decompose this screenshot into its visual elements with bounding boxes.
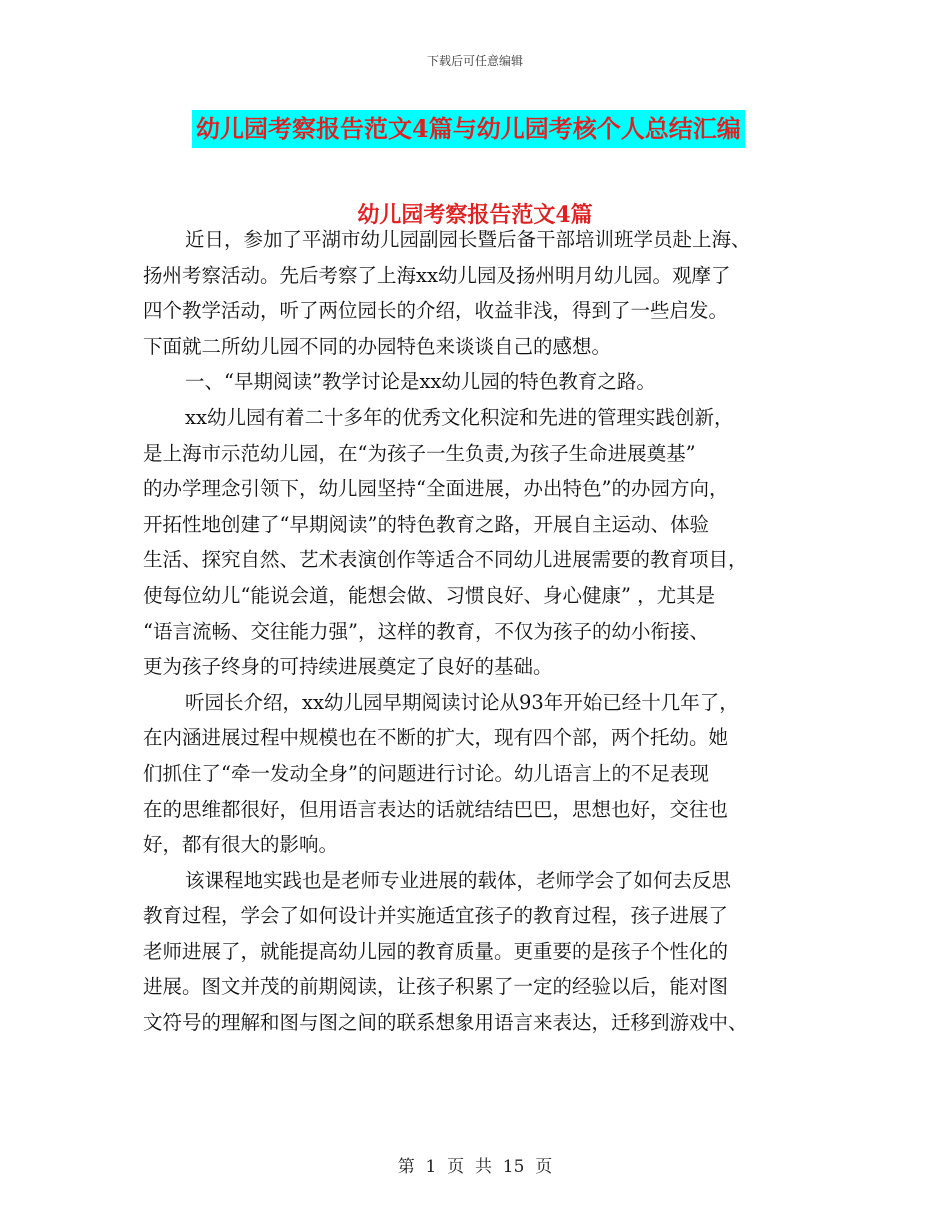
main-title: 幼儿园考察报告范文4篇与幼儿园考核个人总结汇编 <box>192 110 745 148</box>
paragraph-line: 好，都有很大的影响。 <box>143 833 339 857</box>
paragraph-line: xx幼儿园有着二十多年的优秀文化积淀和先进的管理实践创新， <box>185 405 734 429</box>
paragraph-line: 生活、探究自然、艺术表演创作等适合不同幼儿进展需要的教育项目， <box>143 548 748 572</box>
page-number-footer: 第 1 页 共 15 页 <box>397 1157 553 1177</box>
paragraph-line: 在内涵进展过程中规模也在不断的扩大，现有四个部，两个托幼。她 <box>143 726 729 750</box>
header-note: 下载后可任意编辑 <box>426 54 523 68</box>
paragraph-line: 文符号的理解和图与图之间的联系想象用语言来表达，迁移到游戏中、 <box>143 1011 748 1035</box>
paragraph-line: 更为孩子终身的可持续进展奠定了良好的基础。 <box>143 655 553 679</box>
paragraph-line: 们抓住了“牵一发动全身”的问题进行讨论。幼儿语言上的不足表现 <box>143 761 709 785</box>
paragraph-line: 四个教学活动，听了两位园长的介绍，收益非浅，得到了一些启发。 <box>143 299 729 323</box>
paragraph-line: 的办学理念引领下，幼儿园坚持“全面进展，办出特色”的办园方向， <box>143 477 729 501</box>
paragraph-line: 听园长介绍，xx幼儿园早期阅读讨论从93年开始已经十几年了， <box>185 690 739 714</box>
body-text <box>143 222 808 1041</box>
paragraph-line: 开拓性地创建了“早期阅读”的特色教育之路，开展自主运动、体验 <box>143 512 709 536</box>
sub-title: 幼儿园考察报告范文4篇 <box>357 202 593 228</box>
paragraph-line: 该课程地实践也是老师专业进展的载体，老师学会了如何去反思 <box>185 868 732 892</box>
paragraph-line: 教育过程，学会了如何设计并实施适宜孩子的教育过程，孩子进展了 <box>143 904 729 928</box>
paragraph-line: 近日，参加了平湖市幼儿园副园长暨后备干部培训班学员赴上海、 <box>185 228 751 251</box>
paragraph-line: 扬州考察活动。先后考察了上海xx幼儿园及扬州明月幼儿园。观摩了 <box>143 263 731 287</box>
paragraph-line: 在的思维都很好，但用语言表达的话就结结巴巴，思想也好，交往也 <box>143 797 729 821</box>
paragraph-line: 使每位幼儿“能说会道，能想会做、习惯良好、身心健康” ，尤其是 <box>143 583 716 607</box>
paragraph-line: 老师进展了，就能提高幼儿园的教育质量。更重要的是孩子个性化的 <box>143 939 729 963</box>
paragraph-line: 进展。图文并茂的前期阅读，让孩子积累了一定的经验以后，能对图 <box>143 975 729 999</box>
paragraph-line: 是上海市示范幼儿园，在“为孩子一生负责,为孩子生命进展奠基” <box>143 441 696 465</box>
paragraph-line: 下面就二所幼儿园不同的办园特色来谈谈自己的感想。 <box>143 334 612 358</box>
section-heading-line: 一、“早期阅读”教学讨论是xx幼儿园的特色教育之路。 <box>185 370 656 394</box>
paragraph-line: “语言流畅、交往能力强”，这样的教育，不仅为孩子的幼小衔接、 <box>143 619 709 643</box>
